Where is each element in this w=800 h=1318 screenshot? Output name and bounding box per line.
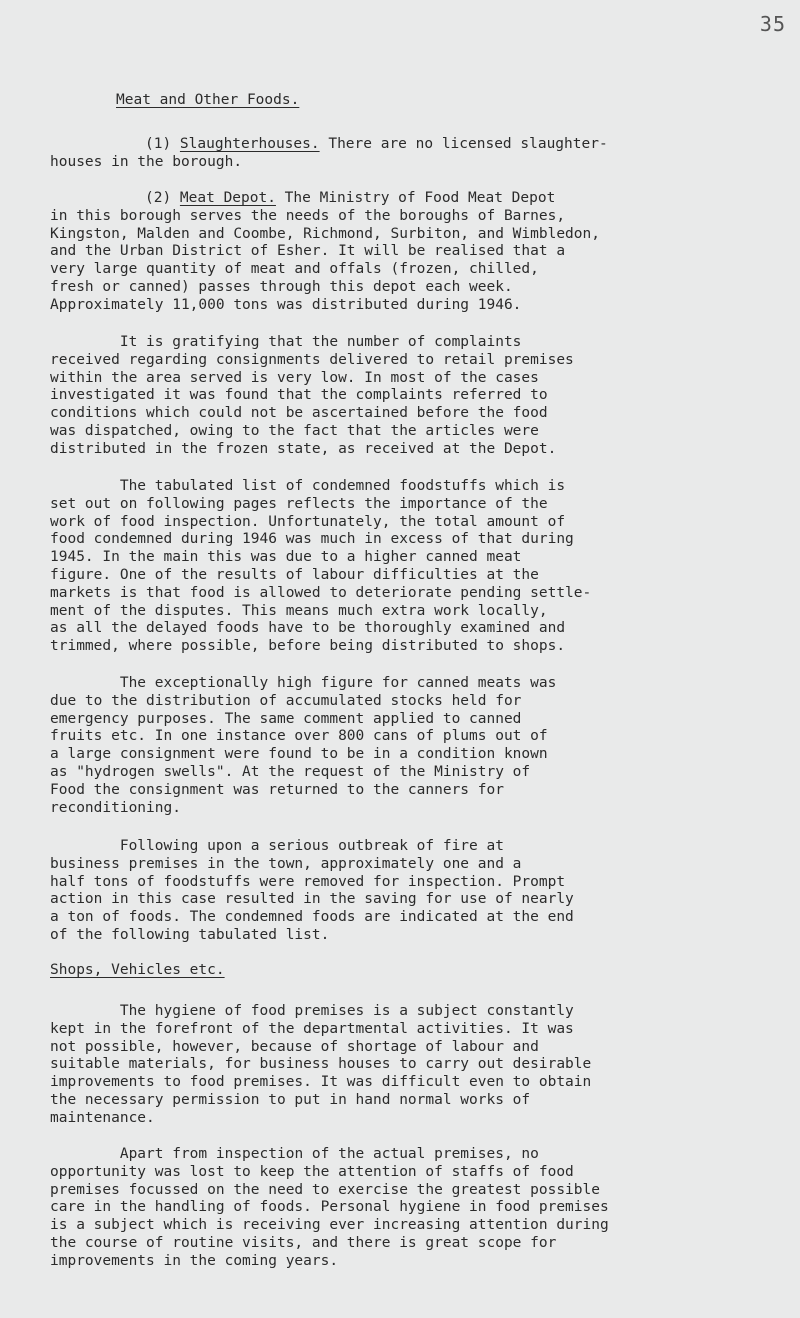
item-number: (2) [145,190,180,206]
paragraph-slaughterhouses [50,136,750,172]
meat-depot-heading: Meat Depot. [179,190,276,206]
item-number: (1) [145,136,180,152]
paragraph-hygiene: The hygiene of food premises is a subject constantly kept in the forefront of the departmental activities. It was not possible, however, because of shortage of labour and suitable materials, for business houses to carry out desirable improvements to food premises. It was difficult even to obtain the necessary permission to put in hand normal works of maintenance. [50,1003,592,1126]
paragraph-complaints: It is gratifying that the number of complaints received regarding consignments delivered to retail premises within the area served is very low. In most of the cases investigated it was found that the complaints referred to conditions which could not be ascertained before the food was dispatched, owing to the fact that the articles were distributed in the frozen state, as received at the Depot. [50,334,574,457]
paragraph-meat-depot [50,190,750,315]
meat-depot-text: The Ministry of Food Meat Depot in this borough serves the needs of the boroughs of Barnes, Kingston, Malden and Coombe, Richmond, Surbiton, and Wimbledon, and the Urban District of Esher. It will be realised that a very large quantity of meat and offals (frozen, chilled, fresh or canned) passes through this depot each week. Approximately 11,000 tons was distributed during 1946. [50,190,600,313]
paragraph-staff-attention: Apart from inspection of the actual premises, no opportunity was lost to keep the attention of staffs of food premises focussed on the need to exercise the greatest possible care in the handling of foods. Personal hygiene in food premises is a subject which is receiving ever increasing attention during the course of routine visits, and there is great scope for improvements in the coming years. [50,1146,609,1269]
paragraph-fire-outbreak: Following upon a serious outbreak of fire at business premises in the town, approximately one and a half tons of foodstuffs were removed for inspection. Prompt action in this case resulted in the saving for use of nearly a ton of foods. The condemned foods are indicated at the end of the following tabulated list. [50,838,574,943]
section-heading-shops: Shops, Vehicles etc. [50,962,225,978]
paragraph-canned-meats: The exceptionally high figure for canned meats was due to the distribution of accumulated stocks held for emergency purposes. The same comment applied to canned fruits etc. In one instance over 800 cans of plums out of a large consignment were found to be in a condition known as "hydrogen swells". At the request of the Ministry of Food the consignment was returned to the canners for reconditioning. [50,675,557,816]
slaughterhouses-heading: Slaughterhouses. [179,136,320,152]
paragraph-condemned-foodstuffs: The tabulated list of condemned foodstuffs which is set out on following pages reflects the importance of the work of food inspection. Unfortunately, the total amount of food condemned during 1946 was much in excess of that during 1945. In the main this was due to a higher canned meat figure. One of the results of labour difficulties at the markets is that food is allowed to deteriorate pending settle- ment of the disputes. This means much extra work locally, as all the delayed foods have to be thoroughly examined and trimmed, where possible, before being distributed to shops. [50,478,592,655]
section-heading-meat: Meat and Other Foods. [116,92,300,108]
page-number: 35 [759,12,786,36]
slaughterhouses-text: There are no licensed slaughter- houses in the borough. [50,136,608,170]
